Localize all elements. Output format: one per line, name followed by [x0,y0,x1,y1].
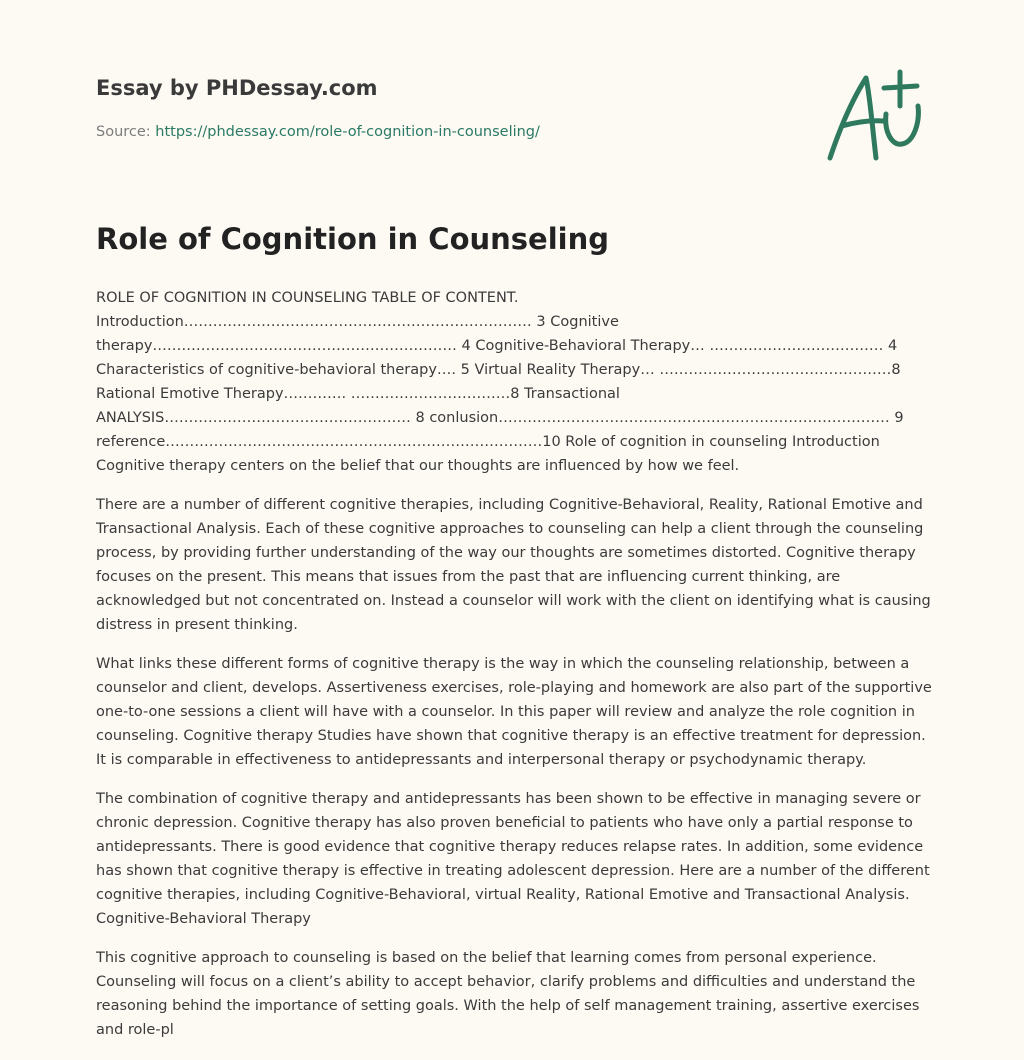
site-brand: Essay by PHDessay.com [96,76,378,100]
essay-paragraph: There are a number of different cognitive therapies, including Cognitive-Behavioral, Reality, Rational Emotive and Transactional Analysis. Each of these cognitive approaches to counseling can help a client through the counseling process, by providing further understanding of the way our thoughts are sometimes distorted. Cognitive therapy focuses on the present. This means that issues from the past that are influencing current thinking, are acknowledged but not concentrated on. Instead a counselor will work with the client on identifying what is causing distress in present thinking. [96,497,931,633]
essay-paragraph: The combination of cognitive therapy and antidepressants has been shown to be effective in managing severe or chronic depression. Cognitive therapy has also proven beneficial to patients who have only a partial response to antidepressants. There is good evidence that cognitive therapy reduces relapse rates. In addition, some evidence has shown that cognitive therapy is effective in treating adolescent depression. Here are a number of the different cognitive therapies, including Cognitive-Behavioral, virtual Reality, Rational Emotive and Transactional Analysis. Cognitive-Behavioral Therapy [96,791,930,927]
essay-paragraph: ROLE OF COGNITION IN COUNSELING TABLE OF CONTENT. Introduction……………………………………………………………… 3 Cognitive therapy……………………………………………………… 4 Cognitive-Behavioral Therapy… ……………………………… 4 Characteristics of cognitive-behavioral therapy…. 5 Virtual Reality Therapy… …………………………………………8 Rational Emotive Therapy…………. ……………………………8 Transactional ANALYSIS…………………………………………… 8 conlusion……………………………………………………………………… 9 reference……………………………………………………………………10 Role of cognition in counseling Introduction Cognitive therapy centers on the belief that our thoughts are influenced by how we feel. [96,290,904,474]
essay-body [96,286,932,1057]
source-line [96,124,540,140]
essay-paragraph: This cognitive approach to counseling is based on the belief that learning comes from personal experience. Counseling will focus on a client’s ability to accept behavior, clarify problems and difficulties and understand the reasoning behind the importance of setting goals. With the help of self management training, assertive exercises and role-pl [96,950,920,1038]
source-label: Source: [96,124,156,140]
essay-paragraph: What links these different forms of cognitive therapy is the way in which the counseling relationship, between a counselor and client, develops. Assertiveness exercises, role-playing and homework are also part of the supportive one-to-one sessions a client will have with a counselor. In this paper will review and analyze the role cognition in counseling. Cognitive therapy Studies have shown that cognitive therapy is an effective treatment for depression. It is comparable in effectiveness to antidepressants and interpersonal therapy or psychodynamic therapy. [96,656,932,768]
essay-title: Role of Cognition in Counseling [96,222,610,256]
a-plus-grade-icon [820,66,930,166]
source-link[interactable]: https://phdessay.com/role-of-cognition-in-counseling/ [155,124,540,140]
